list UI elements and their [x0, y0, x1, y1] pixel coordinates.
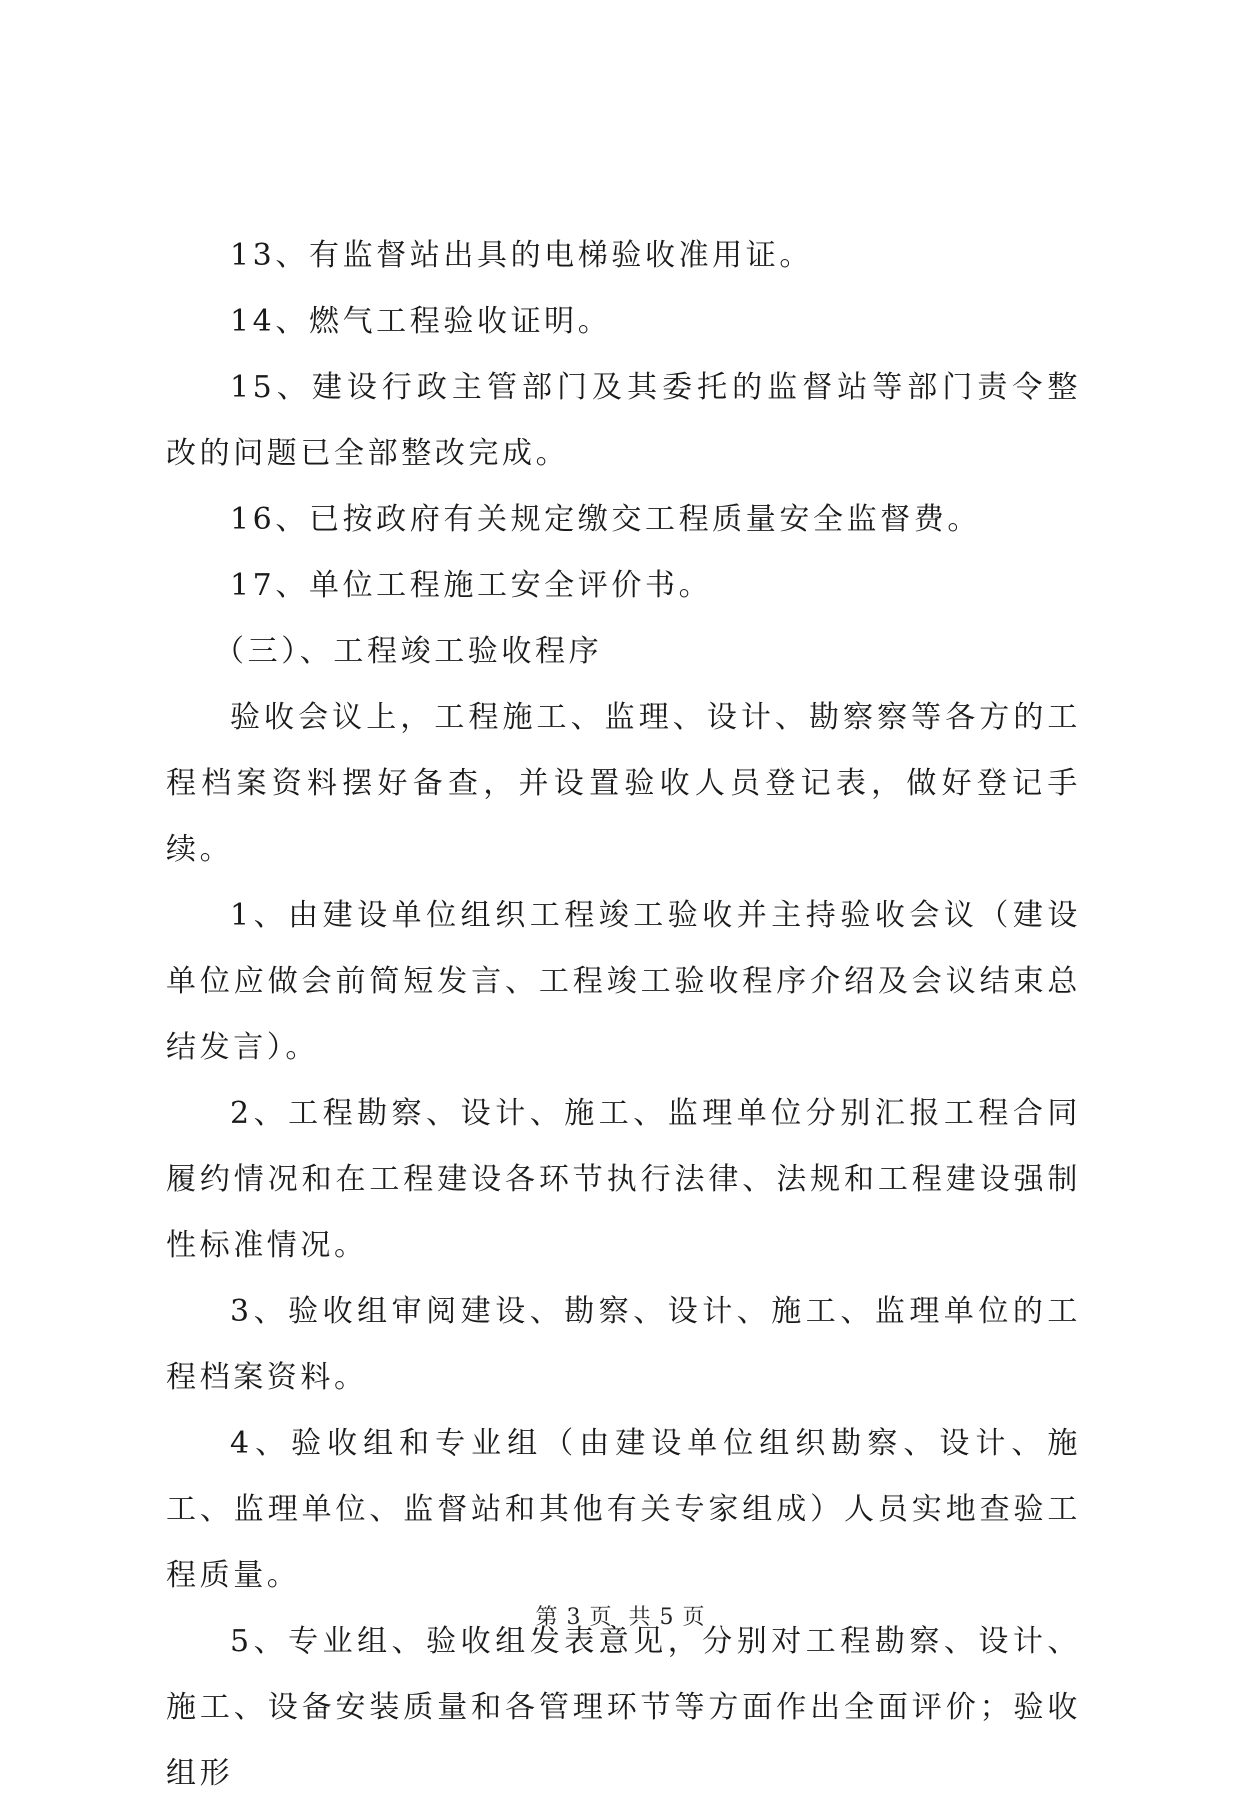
page-number-current: 第 3 页	[535, 1605, 613, 1630]
meeting-intro-paragraph: 验收会议上，工程施工、监理、设计、勘察察等各方的工程档案资料摆好备查，并设置验收人员登记表，做好登记手续。	[166, 700, 1081, 867]
section-heading: （三）、工程竣工验收程序	[214, 634, 603, 669]
list-item-14: 14、燃气工程验收证明。	[230, 304, 612, 339]
procedure-step-3: 3、验收组审阅建设、勘察、设计、施工、监理单位的工程档案资料。	[166, 1294, 1081, 1395]
list-item-15: 15、建设行政主管部门及其委托的监督站等部门责令整改的问题已全部整改完成。	[166, 370, 1081, 471]
page-footer	[0, 1600, 1241, 1631]
document-body	[166, 223, 1081, 1807]
list-item-16: 16、已按政府有关规定缴交工程质量安全监督费。	[230, 502, 981, 537]
procedure-step-2: 2、工程勘察、设计、施工、监理单位分别汇报工程合同履约情况和在工程建设各环节执行法律、法规和工程建设强制性标准情况。	[166, 1096, 1081, 1263]
list-item-13: 13、有监督站出具的电梯验收准用证。	[230, 238, 813, 273]
procedure-step-1: 1、由建设单位组织工程竣工验收并主持验收会议（建设单位应做会前简短发言、工程竣工验收程序介绍及会议结束总结发言）。	[166, 898, 1081, 1065]
list-item-17: 17、单位工程施工安全评价书。	[230, 568, 713, 603]
procedure-step-5: 5、专业组、验收组发表意见，分别对工程勘察、设计、施工、设备安装质量和各管理环节等方面作出全面评价；验收组形	[166, 1624, 1081, 1791]
procedure-step-4: 4、验收组和专业组（由建设单位组织勘察、设计、施工、监理单位、监督站和其他有关专家组成）人员实地查验工程质量。	[166, 1426, 1081, 1593]
page-number-total: 共 5 页	[628, 1605, 706, 1630]
